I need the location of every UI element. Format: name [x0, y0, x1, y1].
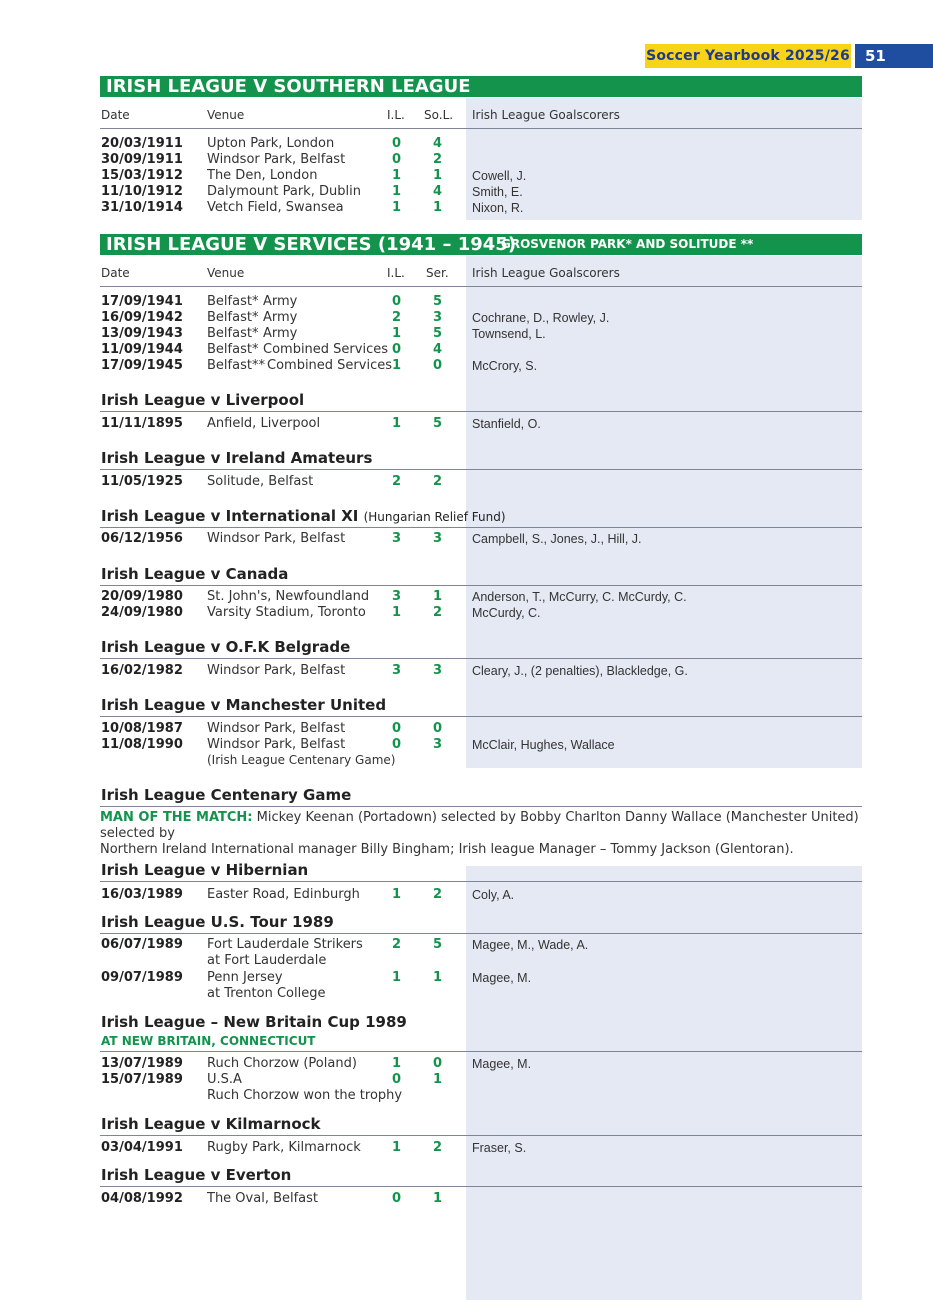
goalscorers: Smith, E. [472, 185, 523, 199]
il-score: 0 [392, 1191, 402, 1206]
man-of-the-match-line1: Mickey Keenan (Portadown) selected by Bobby Charlton Danny Wallace (Manchester United) selected by [100, 810, 859, 841]
match-venue: Rugby Park, Kilmarnock [207, 1140, 361, 1155]
col-header-date: Date [101, 108, 130, 122]
match-venue: Upton Park, London [207, 136, 335, 151]
match-date: 04/08/1992 [101, 1191, 183, 1206]
section-title: Irish League v International XI [101, 507, 359, 525]
goalscorers: Nixon, R. [472, 201, 524, 215]
il-score: 1 [392, 1140, 402, 1155]
il-score: 0 [392, 152, 402, 167]
goalscorers: Magee, M., Wade, A. [472, 938, 589, 952]
goalscorers: Cowell, J. [472, 169, 527, 183]
col-header-il: I.L. [387, 108, 405, 122]
match-date: 13/09/1943 [101, 326, 183, 341]
opponent-score: 3 [433, 531, 443, 546]
opponent-name: Army [263, 294, 298, 309]
goalscorers: McCurdy, C. [472, 606, 541, 620]
il-score: 1 [392, 168, 402, 183]
goalscorers: Campbell, S., Jones, J., Hill, J. [472, 532, 642, 546]
match-venue: Dalymount Park, Dublin [207, 184, 361, 199]
section-heading-centenary-game: Irish League Centenary Game [101, 786, 352, 804]
opponent-score: 0 [433, 721, 443, 736]
divider [100, 286, 862, 287]
divider [100, 585, 862, 586]
il-score: 1 [392, 358, 402, 373]
il-score: 1 [392, 605, 402, 620]
col-header-opponent: Ser. [426, 266, 449, 280]
scorers-shade-lower [466, 866, 862, 1300]
goalscorers: Stanfield, O. [472, 417, 541, 431]
col-header-scorers: Irish League Goalscorers [472, 108, 620, 122]
match-venue: Windsor Park, Belfast [207, 663, 346, 678]
section-banner-southern-league [100, 76, 862, 97]
section-heading-us-tour: Irish League U.S. Tour 1989 [101, 913, 334, 931]
goalscorers: Anderson, T., McCurry, C. McCurdy, C. [472, 590, 687, 604]
divider [100, 658, 862, 659]
il-score: 3 [392, 589, 402, 604]
il-score: 1 [392, 416, 402, 431]
match-date: 16/09/1942 [101, 310, 183, 325]
section-banner-services [100, 234, 862, 255]
match-venue: Easter Road, Edinburgh [207, 887, 360, 902]
opponent-score: 1 [433, 1072, 443, 1087]
man-of-the-match-line2: Northern Ireland International manager Billy Bingham; Irish league Manager – Tommy Jackson (Glentoran). [100, 842, 794, 857]
goalscorers: Coly, A. [472, 888, 515, 902]
match-date: 11/10/1912 [101, 184, 183, 199]
match-date: 20/03/1911 [101, 136, 183, 151]
il-score: 0 [392, 136, 402, 151]
match-venue: The Den, London [207, 168, 318, 183]
section-heading-ireland-amateurs: Irish League v Ireland Amateurs [101, 449, 373, 467]
match-date: 20/09/1980 [101, 589, 183, 604]
divider [100, 469, 862, 470]
opponent-score: 2 [433, 152, 443, 167]
section-heading-hibernian: Irish League v Hibernian [101, 861, 309, 879]
section-heading-kilmarnock: Irish League v Kilmarnock [101, 1115, 321, 1133]
match-date: 15/07/1989 [101, 1072, 183, 1087]
il-score: 0 [392, 294, 402, 309]
section-heading-new-britain-cup: Irish League – New Britain Cup 1989 [101, 1013, 407, 1031]
col-header-opponent: So.L. [424, 108, 454, 122]
opponent-name: Combined Services [267, 358, 392, 373]
match-venue-note: at Fort Lauderdale [207, 953, 327, 968]
opponent-score: 4 [433, 136, 443, 151]
col-header-il: I.L. [387, 266, 405, 280]
match-date: 10/08/1987 [101, 721, 183, 736]
section-heading-liverpool: Irish League v Liverpool [101, 391, 305, 409]
match-venue: Fort Lauderdale Strikers [207, 937, 363, 952]
opponent-score: 5 [433, 416, 443, 431]
il-score: 1 [392, 970, 402, 985]
match-venue: St. John's, Newfoundland [207, 589, 370, 604]
divider [100, 881, 862, 882]
col-header-venue: Venue [207, 108, 245, 122]
match-date: 09/07/1989 [101, 970, 183, 985]
match-date: 06/12/1956 [101, 531, 183, 546]
page-number: 51 [855, 44, 933, 68]
il-score: 0 [392, 1072, 402, 1087]
match-date: 16/02/1982 [101, 663, 183, 678]
divider [100, 411, 862, 412]
divider [100, 527, 862, 528]
il-score: 0 [392, 342, 402, 357]
il-score: 2 [392, 310, 402, 325]
opponent-name: Army [263, 326, 298, 341]
match-venue: Solitude, Belfast [207, 474, 314, 489]
trophy-note: Ruch Chorzow won the trophy [207, 1088, 403, 1103]
match-venue: Windsor Park, Belfast [207, 152, 346, 167]
opponent-score: 5 [433, 294, 443, 309]
goalscorers: McCrory, S. [472, 359, 538, 373]
opponent-score: 4 [433, 184, 443, 199]
section-heading-ofk-belgrade: Irish League v O.F.K Belgrade [101, 638, 351, 656]
divider [100, 1135, 862, 1136]
opponent-name: Combined Services [263, 342, 388, 357]
match-venue: Anfield, Liverpool [207, 416, 321, 431]
man-of-the-match-text [100, 810, 870, 858]
section-subtitle: GROSVENOR PARK* AND SOLITUDE ** [501, 237, 754, 251]
il-score: 3 [392, 531, 402, 546]
match-date: 11/11/1895 [101, 416, 183, 431]
section-heading-manchester-united: Irish League v Manchester United [101, 696, 387, 714]
man-of-the-match-label: MAN OF THE MATCH: [100, 810, 253, 825]
opponent-score: 1 [433, 168, 443, 183]
match-venue: Windsor Park, Belfast [207, 531, 346, 546]
section-subtitle: AT NEW BRITAIN, CONNECTICUT [101, 1034, 316, 1048]
divider [100, 1051, 862, 1052]
divider [100, 806, 862, 807]
match-date: 17/09/1945 [101, 358, 183, 373]
il-score: 0 [392, 737, 402, 752]
divider [100, 1186, 862, 1187]
section-note: (Hungarian Relief Fund) [363, 510, 506, 524]
match-venue: Penn Jersey [207, 970, 283, 985]
match-venue: Ruch Chorzow (Poland) [207, 1056, 357, 1071]
col-header-date: Date [101, 266, 130, 280]
opponent-score: 5 [433, 937, 443, 952]
opponent-score: 2 [433, 887, 443, 902]
opponent-score: 0 [433, 1056, 443, 1071]
il-score: 1 [392, 184, 402, 199]
opponent-score: 3 [433, 310, 443, 325]
goalscorers: Townsend, L. [472, 327, 546, 341]
il-score: 1 [392, 887, 402, 902]
match-date: 11/05/1925 [101, 474, 183, 489]
section-heading-canada: Irish League v Canada [101, 565, 289, 583]
opponent-score: 2 [433, 474, 443, 489]
match-venue: The Oval, Belfast [207, 1191, 319, 1206]
goalscorers: McClair, Hughes, Wallace [472, 738, 615, 752]
match-date: 17/09/1941 [101, 294, 183, 309]
il-score: 1 [392, 200, 402, 215]
match-date: 11/09/1944 [101, 342, 183, 357]
match-date: 11/08/1990 [101, 737, 183, 752]
il-score: 1 [392, 326, 402, 341]
goalscorers: Cleary, J., (2 penalties), Blackledge, G. [472, 664, 688, 678]
match-venue: Belfast** [207, 358, 265, 373]
match-date: 30/09/1911 [101, 152, 183, 167]
opponent-score: 5 [433, 326, 443, 341]
opponent-score: 1 [433, 200, 443, 215]
opponent-score: 3 [433, 663, 443, 678]
divider [100, 128, 862, 129]
match-venue-note: (Irish League Centenary Game) [207, 753, 396, 767]
opponent-score: 1 [433, 589, 443, 604]
match-date: 16/03/1989 [101, 887, 183, 902]
il-score: 0 [392, 721, 402, 736]
opponent-score: 0 [433, 358, 443, 373]
match-venue: U.S.A [207, 1072, 242, 1087]
col-header-scorers: Irish League Goalscorers [472, 266, 620, 280]
section-title: IRISH LEAGUE V SERVICES (1941 – 1945) [106, 234, 517, 255]
opponent-score: 2 [433, 605, 443, 620]
match-date: 31/10/1914 [101, 200, 183, 215]
section-heading-everton: Irish League v Everton [101, 1166, 292, 1184]
col-header-venue: Venue [207, 266, 245, 280]
match-venue: Belfast* [207, 326, 259, 341]
il-score: 2 [392, 474, 402, 489]
match-venue: Vetch Field, Swansea [207, 200, 344, 215]
match-date: 13/07/1989 [101, 1056, 183, 1071]
match-venue: Windsor Park, Belfast [207, 737, 346, 752]
opponent-score: 3 [433, 737, 443, 752]
divider [100, 933, 862, 934]
il-score: 2 [392, 937, 402, 952]
goalscorers: Fraser, S. [472, 1141, 527, 1155]
yearbook-title-badge: Soccer Yearbook 2025/26 [645, 44, 851, 68]
il-score: 1 [392, 1056, 402, 1071]
match-date: 06/07/1989 [101, 937, 183, 952]
divider [100, 716, 862, 717]
match-venue: Belfast* [207, 294, 259, 309]
il-score: 3 [392, 663, 402, 678]
match-venue: Varsity Stadium, Toronto [207, 605, 366, 620]
opponent-score: 1 [433, 1191, 443, 1206]
match-date: 03/04/1991 [101, 1140, 183, 1155]
match-venue: Windsor Park, Belfast [207, 721, 346, 736]
opponent-score: 4 [433, 342, 443, 357]
opponent-score: 1 [433, 970, 443, 985]
match-venue-note: at Trenton College [207, 986, 326, 1001]
opponent-name: Army [263, 310, 298, 325]
match-venue: Belfast* [207, 310, 259, 325]
goalscorers: Cochrane, D., Rowley, J. [472, 311, 610, 325]
opponent-score: 2 [433, 1140, 443, 1155]
goalscorers: Magee, M. [472, 1057, 532, 1071]
section-heading-international-xi [101, 507, 506, 525]
section-title: IRISH LEAGUE V SOUTHERN LEAGUE [106, 76, 471, 97]
match-date: 15/03/1912 [101, 168, 183, 183]
match-venue: Belfast* [207, 342, 259, 357]
match-date: 24/09/1980 [101, 605, 183, 620]
goalscorers: Magee, M. [472, 971, 532, 985]
